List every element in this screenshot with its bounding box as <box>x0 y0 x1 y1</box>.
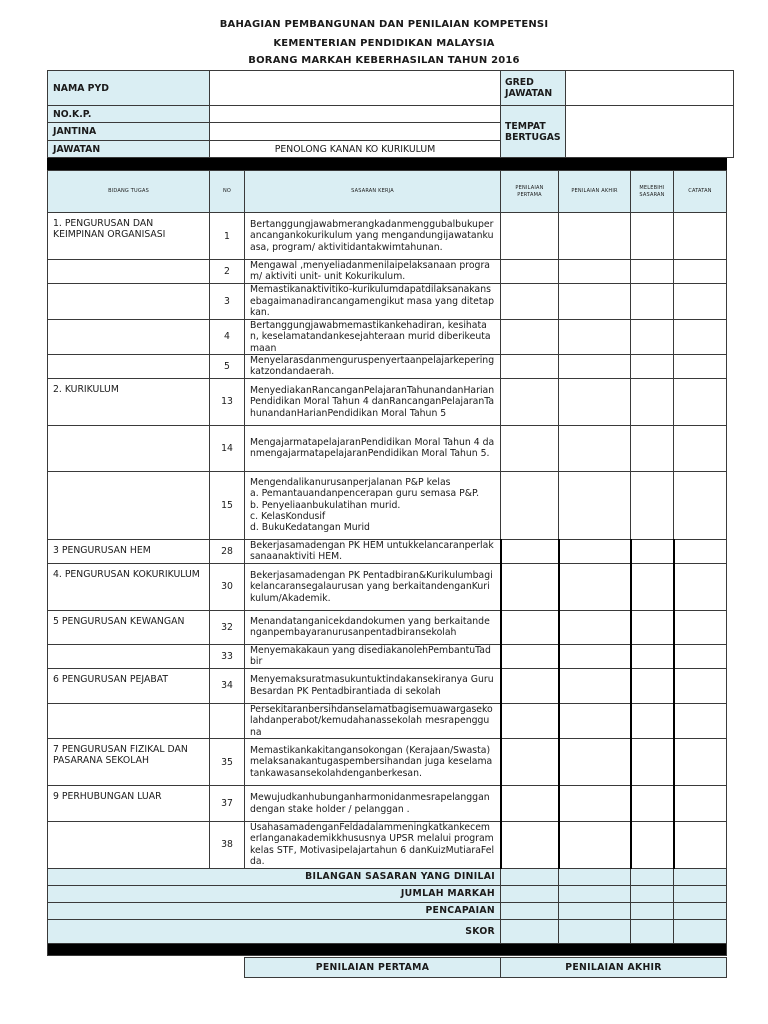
skor-pertama-cell[interactable] <box>501 919 559 943</box>
bilangan-akhir-cell[interactable] <box>559 868 631 885</box>
col-penilaian-pertama: PENILAIAN PERTAMA <box>501 171 559 213</box>
bidang-tugas-cell: 3 PENGURUSAN HEM <box>48 539 210 563</box>
melebihi-sasaran-cell[interactable] <box>631 822 674 869</box>
col-catatan: CATATAN <box>674 171 727 213</box>
melebihi-sasaran-cell[interactable] <box>631 563 674 610</box>
nama-pyd-label: NAMA PYD <box>48 71 210 106</box>
target-no-cell: 35 <box>210 739 245 786</box>
penilaian-akhir-cell[interactable] <box>559 213 631 260</box>
col-no: NO <box>210 171 245 213</box>
penilaian-akhir-cell[interactable] <box>559 283 631 319</box>
target-row <box>48 260 727 284</box>
sasaran-kerja-cell: Menandatanganicekdandokumen yang berkaitandenganpembayaranurusanpentadbiransekolah <box>245 610 501 644</box>
nokp-field[interactable] <box>210 106 501 123</box>
target-row <box>48 739 727 786</box>
target-no-cell: 4 <box>210 319 245 354</box>
bidang-tugas-cell <box>48 283 210 319</box>
penilaian-pertama-cell[interactable] <box>501 703 559 738</box>
penilaian-akhir-heading: PENILAIAN AKHIR <box>501 958 727 978</box>
sasaran-kerja-cell: UsahasamadenganFeldadalammeningkatkankecemerlanganakademikkhususnya UPSR melalui program kelas STF, Motivasipelajartahun 6 danKuizMutiaraFelda. <box>245 822 501 869</box>
separator-bar <box>47 158 727 170</box>
target-no-cell: 37 <box>210 786 245 822</box>
bidang-tugas-cell: 2. KURIKULUM <box>48 378 210 425</box>
penilaian-pertama-cell[interactable] <box>501 539 559 563</box>
melebihi-sasaran-cell[interactable] <box>631 425 674 471</box>
melebihi-sasaran-cell[interactable] <box>631 378 674 425</box>
pencapaian-melebihi-cell[interactable] <box>631 902 674 919</box>
penilaian-pertama-cell[interactable] <box>501 739 559 786</box>
penilaian-pertama-cell[interactable] <box>501 319 559 354</box>
melebihi-sasaran-cell[interactable] <box>631 355 674 379</box>
penilaian-akhir-cell[interactable] <box>559 610 631 644</box>
bilangan-pertama-cell[interactable] <box>501 868 559 885</box>
gred-jawatan-field[interactable] <box>565 71 733 106</box>
sasaran-kerja-cell: MengajarmatapelajaranPendidikan Moral Tahun 4 danmengajarmatapelajaranPendidikan Moral Tahun 5. <box>245 425 501 471</box>
tempat-bertugas-field[interactable] <box>565 106 733 158</box>
jumlah-melebihi-cell[interactable] <box>631 885 674 902</box>
catatan-cell[interactable] <box>674 319 727 354</box>
catatan-cell[interactable] <box>674 739 727 786</box>
melebihi-sasaran-cell[interactable] <box>631 283 674 319</box>
catatan-cell[interactable] <box>674 786 727 822</box>
bidang-tugas-cell <box>48 425 210 471</box>
melebihi-sasaran-cell[interactable] <box>631 739 674 786</box>
catatan-cell[interactable] <box>674 668 727 703</box>
officer-info-table <box>47 70 734 158</box>
sasaran-kerja-cell: Menyemaksuratmasukuntuktindakansekiranya Guru Besardan PK Pentadbirantiada di sekolah <box>245 668 501 703</box>
penilaian-akhir-cell[interactable] <box>559 539 631 563</box>
target-no-cell: 13 <box>210 378 245 425</box>
bidang-tugas-cell: 5 PENGURUSAN KEWANGAN <box>48 610 210 644</box>
penilaian-akhir-cell[interactable] <box>559 739 631 786</box>
header-ministry: KEMENTERIAN PENDIDIKAN MALAYSIA <box>273 38 495 49</box>
nokp-label: NO.K.P. <box>48 106 210 123</box>
col-bidang-tugas: BIDANG TUGAS <box>48 171 210 213</box>
penilaian-akhir-cell[interactable] <box>559 668 631 703</box>
melebihi-sasaran-cell[interactable] <box>631 668 674 703</box>
sasaran-kerja-cell: Memastikanaktivitiko-kurikulumdapatdilaksanakansebagaimanadirancangamengikut masa yang ditetapkan. <box>245 283 501 319</box>
catatan-cell[interactable] <box>674 563 727 610</box>
target-row <box>48 425 727 471</box>
penilaian-pertama-cell[interactable] <box>501 213 559 260</box>
target-no-cell: 30 <box>210 563 245 610</box>
skor-akhir-cell[interactable] <box>559 919 631 943</box>
sasaran-kerja-cell: Bertanggungjawabmemastikankehadiran, kesihatan, keselamatandankesejahteraan murid diberikeutamaan <box>245 319 501 354</box>
catatan-cell[interactable] <box>674 213 727 260</box>
penilaian-akhir-cell[interactable] <box>559 319 631 354</box>
melebihi-sasaran-cell[interactable] <box>631 786 674 822</box>
target-no-cell: 33 <box>210 644 245 668</box>
catatan-cell[interactable] <box>674 425 727 471</box>
sasaran-kerja-cell: Memastikankakitangansokongan (Kerajaan/Swasta) melaksanakantugaspembersihandan juga keselamatankawasansekolahdenganberkesan. <box>245 739 501 786</box>
catatan-cell[interactable] <box>674 644 727 668</box>
melebihi-sasaran-cell[interactable] <box>631 703 674 738</box>
bidang-tugas-cell: 7 PENGURUSAN FIZIKAL DAN PASARANA SEKOLAH <box>48 739 210 786</box>
penilaian-pertama-cell[interactable] <box>501 822 559 869</box>
catatan-cell[interactable] <box>674 355 727 379</box>
target-no-cell: 28 <box>210 539 245 563</box>
nama-pyd-field[interactable] <box>210 71 501 106</box>
pencapaian-akhir-cell[interactable] <box>559 902 631 919</box>
sasaran-kerja-cell: Mengendalikanurusanperjalanan P&P kelas a. Pemantauandanpencerapan guru semasa P&P. b. Penyeliaanbukulatihan murid. c. KelasKondusif d. BukuKedatangan Murid <box>245 471 501 539</box>
target-no-cell <box>210 703 245 738</box>
penilaian-akhir-cell[interactable] <box>559 378 631 425</box>
target-no-cell: 5 <box>210 355 245 379</box>
catatan-cell[interactable] <box>674 471 727 539</box>
pencapaian-pertama-cell[interactable] <box>501 902 559 919</box>
melebihi-sasaran-cell[interactable] <box>631 319 674 354</box>
bidang-tugas-cell <box>48 703 210 738</box>
sasaran-kerja-cell: Bekerjasamadengan PK HEM untukkelancaranperlaksanaanaktiviti HEM. <box>245 539 501 563</box>
melebihi-sasaran-cell[interactable] <box>631 213 674 260</box>
bottom-separator-row <box>48 943 727 955</box>
sasaran-kerja-cell: Bertanggungjawabmerangkadanmenggubalbukuperancangankokurikulum yang mengandungijawatankuasa, program/ aktivitidantakwimtahunan. <box>245 213 501 260</box>
col-sasaran-kerja: SASARAN KERJA <box>245 171 501 213</box>
summary-jumlah-row <box>48 885 727 902</box>
sasaran-kerja-cell: Mengawal ,menyeliadanmenilaipelaksanaan program/ aktiviti unit- unit Kokurikulum. <box>245 260 501 284</box>
target-no-cell: 32 <box>210 610 245 644</box>
penilaian-pertama-cell[interactable] <box>501 563 559 610</box>
target-no-cell: 15 <box>210 471 245 539</box>
jumlah-akhir-cell[interactable] <box>559 885 631 902</box>
penilaian-akhir-cell[interactable] <box>559 822 631 869</box>
penilaian-pertama-cell[interactable] <box>501 425 559 471</box>
catatan-cell[interactable] <box>674 283 727 319</box>
penilaian-akhir-cell[interactable] <box>559 703 631 738</box>
target-row <box>48 213 727 260</box>
sasaran-kerja-cell: Persekitaranbersihdanselamatbagisemuawargasekolahdanperabot/kemudahanassekolah mesrapengguna <box>245 703 501 738</box>
bidang-tugas-cell <box>48 471 210 539</box>
target-no-cell: 3 <box>210 283 245 319</box>
bidang-tugas-cell: 6 PENGURUSAN PEJABAT <box>48 668 210 703</box>
bidang-tugas-cell <box>48 644 210 668</box>
jantina-label: JANTINA <box>48 123 210 141</box>
target-no-cell: 1 <box>210 213 245 260</box>
target-row <box>48 668 727 703</box>
pencapaian-label: PENCAPAIAN <box>48 902 501 919</box>
summary-pencapaian-row <box>48 902 727 919</box>
bidang-tugas-cell: 9 PERHUBUNGAN LUAR <box>48 786 210 822</box>
target-row <box>48 319 727 354</box>
target-no-cell: 34 <box>210 668 245 703</box>
bidang-tugas-cell <box>48 355 210 379</box>
col-melebihi-sasaran: MELEBIHI SASARAN <box>631 171 674 213</box>
target-no-cell: 2 <box>210 260 245 284</box>
target-row <box>48 355 727 379</box>
target-row <box>48 378 727 425</box>
target-row <box>48 703 727 738</box>
penilaian-pertama-cell[interactable] <box>501 378 559 425</box>
col-penilaian-akhir: PENILAIAN AKHIR <box>559 171 631 213</box>
bidang-tugas-cell: 1. PENGURUSAN DAN KEIMPINAN ORGANISASI <box>48 213 210 260</box>
bottom-separator-bar <box>48 943 727 955</box>
catatan-cell[interactable] <box>674 260 727 284</box>
penilaian-pertama-cell[interactable] <box>501 283 559 319</box>
penilaian-pertama-heading: PENILAIAN PERTAMA <box>245 958 501 978</box>
catatan-cell[interactable] <box>674 822 727 869</box>
penilaian-pertama-cell[interactable] <box>501 610 559 644</box>
penilaian-akhir-cell[interactable] <box>559 786 631 822</box>
bilangan-catatan-cell[interactable] <box>674 868 727 885</box>
jumlah-pertama-cell[interactable] <box>501 885 559 902</box>
skor-catatan-cell[interactable] <box>674 919 727 943</box>
jawatan-value: PENOLONG KANAN KO KURIKULUM <box>210 141 501 158</box>
penilaian-pertama-cell[interactable] <box>501 260 559 284</box>
bilangan-sasaran-label: BILANGAN SASARAN YANG DINILAI <box>48 868 501 885</box>
column-header-row <box>48 171 727 213</box>
tempat-bertugas-label: TEMPAT BERTUGAS <box>501 106 566 158</box>
form-title: BORANG MARKAH KEBERHASILAN TAHUN 2016 <box>248 55 520 66</box>
summary-skor-row <box>48 919 727 943</box>
target-no-cell: 38 <box>210 822 245 869</box>
melebihi-sasaran-cell[interactable] <box>631 260 674 284</box>
target-row <box>48 563 727 610</box>
penilaian-pertama-cell[interactable] <box>501 668 559 703</box>
skor-label: SKOR <box>48 919 501 943</box>
melebihi-sasaran-cell[interactable] <box>631 539 674 563</box>
bidang-tugas-cell: 4. PENGURUSAN KOKURIKULUM <box>48 563 210 610</box>
penilaian-pertama-cell[interactable] <box>501 471 559 539</box>
penilaian-pertama-cell[interactable] <box>501 644 559 668</box>
target-row <box>48 644 727 668</box>
sasaran-kerja-cell: Mewujudkanhubunganharmonidanmesrapelanggandengan stake holder / pelanggan . <box>245 786 501 822</box>
header-department: BAHAGIAN PEMBANGUNAN DAN PENILAIAN KOMPETENSI <box>219 19 549 30</box>
skor-melebihi-cell[interactable] <box>631 919 674 943</box>
melebihi-sasaran-cell[interactable] <box>631 644 674 668</box>
penilaian-akhir-cell[interactable] <box>559 425 631 471</box>
sasaran-kerja-cell: Menyemakakaun yang disediakanolehPembantuTadbir <box>245 644 501 668</box>
penilaian-akhir-cell[interactable] <box>559 471 631 539</box>
melebihi-sasaran-cell[interactable] <box>631 471 674 539</box>
gred-jawatan-label: GRED JAWATAN <box>501 71 566 106</box>
penilaian-akhir-cell[interactable] <box>559 355 631 379</box>
bidang-tugas-cell <box>48 319 210 354</box>
jumlah-markah-label: JUMLAH MARKAH <box>48 885 501 902</box>
melebihi-sasaran-cell[interactable] <box>631 610 674 644</box>
jantina-field[interactable] <box>210 123 501 141</box>
penilaian-akhir-cell[interactable] <box>559 260 631 284</box>
catatan-cell[interactable] <box>674 703 727 738</box>
target-no-cell: 14 <box>210 425 245 471</box>
target-row <box>48 610 727 644</box>
sasaran-kerja-cell: Bekerjasamadengan PK Pentadbiran&Kurikulumbagikelancaransegalaurusan yang berkaitandenganKurikulum/Akademik. <box>245 563 501 610</box>
target-row <box>48 822 727 869</box>
catatan-cell[interactable] <box>674 610 727 644</box>
penilaian-akhir-cell[interactable] <box>559 644 631 668</box>
sasaran-kerja-cell: MenyediakanRancanganPelajaranTahunandanHarianPendidikan Moral Tahun 4 danRancanganPelajaranTahunandanHarianPendidikan Moral Tahun 5 <box>245 378 501 425</box>
target-row <box>48 539 727 563</box>
target-rows <box>48 213 727 869</box>
penilaian-pertama-cell[interactable] <box>501 786 559 822</box>
jawatan-label: JAWATAN <box>48 141 210 158</box>
catatan-cell[interactable] <box>674 378 727 425</box>
pencapaian-catatan-cell[interactable] <box>674 902 727 919</box>
penilaian-pertama-cell[interactable] <box>501 355 559 379</box>
assessment-table <box>47 170 727 956</box>
penilaian-akhir-cell[interactable] <box>559 563 631 610</box>
target-row <box>48 786 727 822</box>
target-row <box>48 283 727 319</box>
jumlah-catatan-cell[interactable] <box>674 885 727 902</box>
sasaran-kerja-cell: Menyelarasdanmenguruspenyertaanpelajarkeperingkatzondandaerah. <box>245 355 501 379</box>
bidang-tugas-cell <box>48 822 210 869</box>
catatan-cell[interactable] <box>674 539 727 563</box>
evaluator-heading-table <box>244 957 727 978</box>
summary-bilangan-row <box>48 868 727 885</box>
bilangan-melebihi-cell[interactable] <box>631 868 674 885</box>
bidang-tugas-cell <box>48 260 210 284</box>
target-row <box>48 471 727 539</box>
